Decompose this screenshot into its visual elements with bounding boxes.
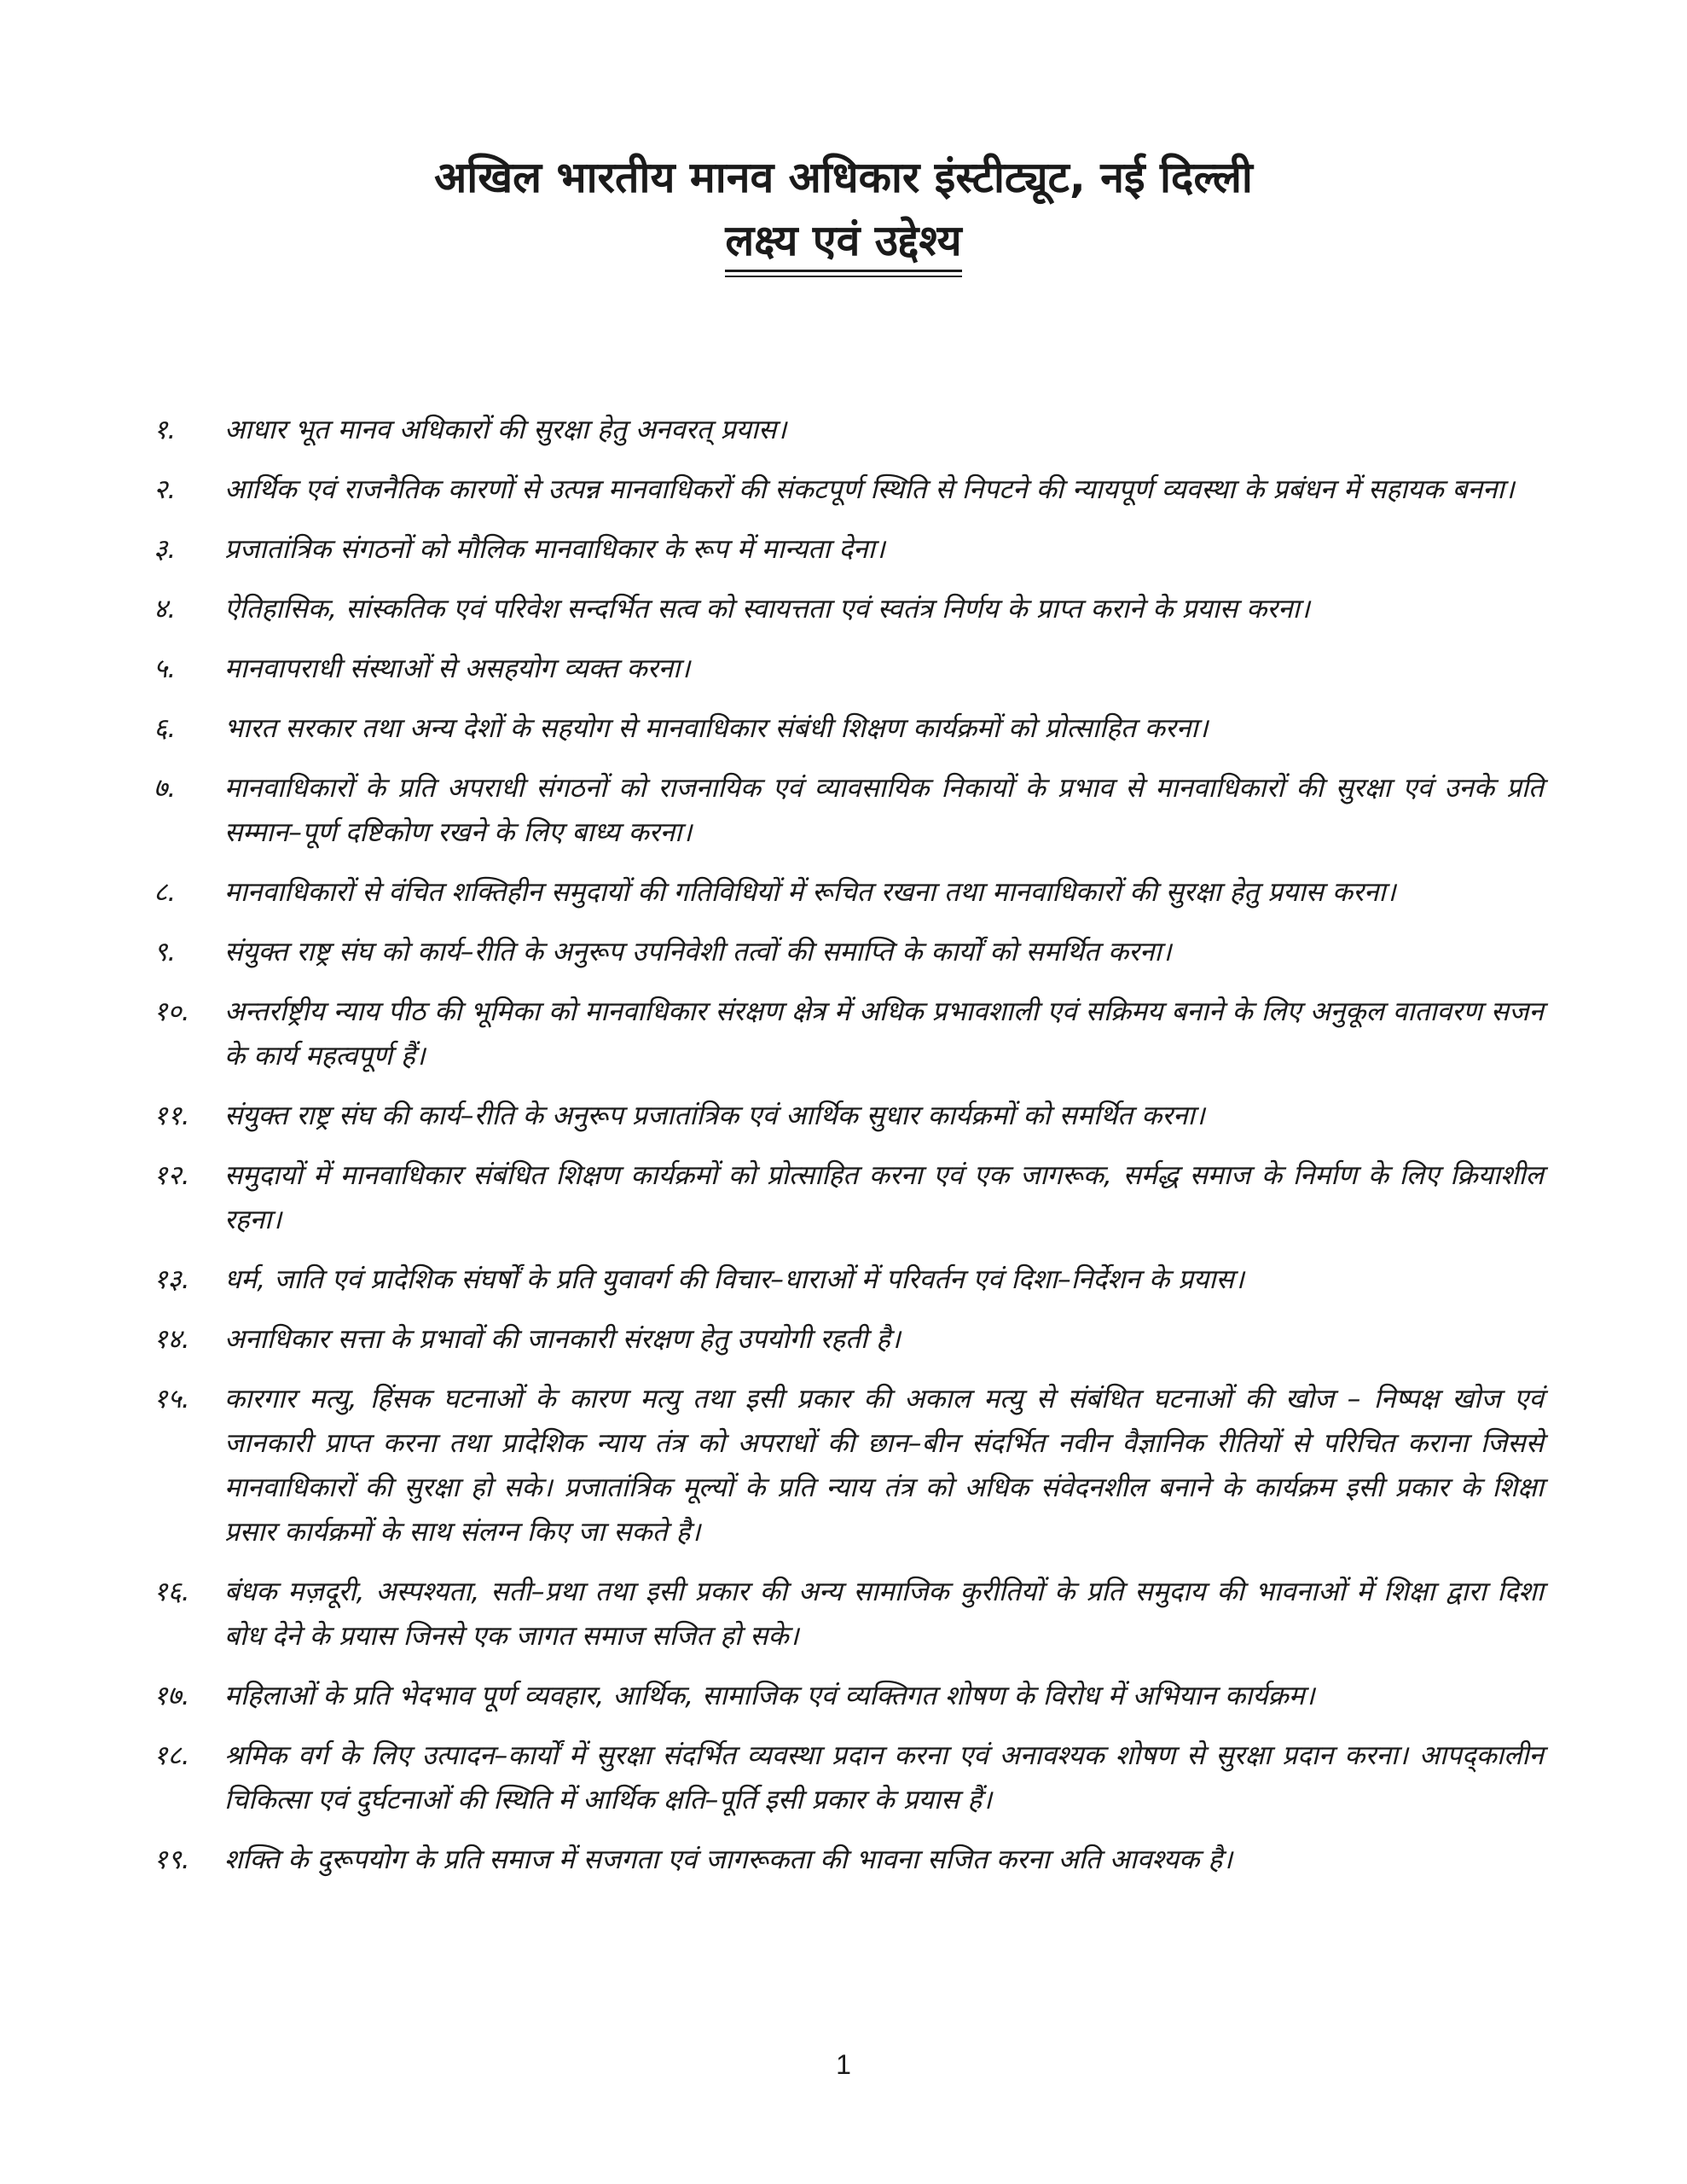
item-text: आर्थिक एवं राजनैतिक कारणों से उत्पन्न मानवाधिकरों की संकटपूर्ण स्थिति से निपटने की न्यायपूर्ण व्यवस्था के प्रबंधन में सहायक बनना। <box>224 474 1515 505</box>
objectives-list <box>154 408 1544 1897</box>
item-number: १९. <box>154 1844 190 1875</box>
item-number: १८. <box>154 1740 190 1771</box>
item-number: ४. <box>154 594 177 624</box>
list-item <box>154 1734 1544 1822</box>
item-text: धर्म, जाति एवं प्रादेशिक संघर्षों के प्रति युवावर्ग की विचार–धाराओं में परिवर्तन एवं दिशा–निर्देशन के प्रयास। <box>224 1264 1244 1295</box>
item-number: १३. <box>154 1264 190 1295</box>
item-text: आधार भूत मानव अधिकारों की सुरक्षा हेतु अनवरत् प्रयास। <box>224 415 787 445</box>
item-text: संयुक्त राष्ट्र संघ की कार्य–रीति के अनुरूप प्रजातांत्रिक एवं आर्थिक सुधार कार्यक्रमों को समर्थित करना। <box>224 1101 1205 1131</box>
item-number: ५. <box>154 653 177 684</box>
item-number: ९. <box>154 937 177 967</box>
item-number: ११. <box>154 1101 190 1131</box>
item-number: १६. <box>154 1577 190 1607</box>
document-subtitle: लक्ष्य एवं उद्देश्य <box>725 215 961 272</box>
list-item <box>154 766 1544 855</box>
item-number: १. <box>154 415 177 445</box>
item-number: १०. <box>154 996 190 1027</box>
list-item <box>154 1094 1544 1138</box>
item-text: प्रजातांत्रिक संगठनों को मौलिक मानवाधिकार के रूप में मान्यता देना। <box>224 534 885 565</box>
list-item <box>154 647 1544 691</box>
item-text: श्रमिक वर्ग के लिए उत्पादन–कार्यों में सुरक्षा संदर्भित व्यवस्था प्रदान करना एवं अनावश्यक शोषण से सुरक्षा प्रदान करना। आपद्कालीन चिकित्सा एवं दुर्घटनाओं की स्थिति में आर्थिक क्षति–पूर्ति इसी प्रकार के प्रयास हैं। <box>224 1740 1544 1815</box>
list-item <box>154 587 1544 631</box>
list-item <box>154 870 1544 915</box>
list-item <box>154 1570 1544 1658</box>
item-number: २. <box>154 474 177 505</box>
list-item <box>154 930 1544 974</box>
list-item <box>154 1153 1544 1242</box>
item-text: अन्तर्राष्ट्रीय न्याय पीठ की भूमिका को मानवाधिकार संरक्षण क्षेत्र में अधिक प्रभावशाली एवं सक्रिमय बनाने के लिए अनुकूल वातावरण सजन के कार्य महत्वपूर्ण हैं। <box>224 996 1544 1072</box>
item-text: संयुक्त राष्ट्र संघ को कार्य–रीति के अनुरूप उपनिवेशी तत्वों की समाप्ति के कार्यों को समर्थित करना। <box>224 937 1172 967</box>
list-item <box>154 1258 1544 1302</box>
item-text: समुदायों में मानवाधिकार संबंधित शिक्षण कार्यक्रमों को प्रोत्साहित करना एवं एक जागरूक, सर्मद्ध समाज के निर्माण के लिए क्रियाशील रहना। <box>224 1160 1544 1235</box>
item-text: बंधक मज़दूरी, अस्पश्यता, सती–प्रथा तथा इसी प्रकार की अन्य सामाजिक कुरीतियों के प्रति समुदाय की भावनाओं में शिक्षा द्वारा दिशा बोध देने के प्रयास जिनसे एक जागत समाज सजित हो सके। <box>224 1577 1544 1652</box>
item-text: महिलाओं के प्रति भेदभाव पूर्ण व्यवहार, आर्थिक, सामाजिक एवं व्यक्तिगत शोषण के विरोध में अभियान कार्यक्रम। <box>224 1681 1315 1711</box>
item-number: १२. <box>154 1160 190 1191</box>
item-text: भारत सरकार तथा अन्य देशों के सहयोग से मानवाधिकार संबंधी शिक्षण कार्यक्रमों को प्रोत्साहित करना। <box>224 713 1209 744</box>
list-item <box>154 1838 1544 1882</box>
item-text: मानवाधिकारों से वंचित शक्तिहीन समुदायों की गतिविधियों में रूचित रखना तथा मानवाधिकारों की सुरक्षा हेतु प्रयास करना। <box>224 877 1396 908</box>
item-text: ऐतिहासिक, सांस्कतिक एवं परिवेश सन्दर्भित सत्व को स्वायत्तता एवं स्वतंत्र निर्णय के प्राप्त कराने के प्रयास करना। <box>224 594 1310 624</box>
item-number: ३. <box>154 534 177 565</box>
list-item <box>154 706 1544 751</box>
list-item <box>154 1674 1544 1718</box>
item-text: अनाधिकार सत्ता के प्रभावों की जानकारी संरक्षण हेतु उपयोगी रहती है। <box>224 1324 901 1355</box>
document-title: अखिल भारतीय मानव अधिकार इंस्टीट्यूट, नई दिल्ली <box>434 153 1253 202</box>
item-number: १७. <box>154 1681 190 1711</box>
item-text: कारगार मत्यु, हिंसक घटनाओं के कारण मत्यु तथा इसी प्रकार की अकाल मत्यु से संबंधित घटनाओं की खोज – निष्पक्ष खोज एवं जानकारी प्राप्त करना तथा प्रादेशिक न्याय तंत्र को अपराधों की छान–बीन संदर्भित नवीन वैज्ञानिक रीतियों से परिचित कराना जिससे मानवाधिकारों की सुरक्षा हो सके। प्रजातांत्रिक मूल्यों के प्रति न्याय तंत्र को अधिक संवेदनशील बनाने के कार्यक्रम इसी प्रकार के शिक्षा प्रसार कार्यक्रमों के साथ संलग्न किए जा सकते है। <box>224 1384 1544 1548</box>
item-number: १५. <box>154 1384 190 1414</box>
item-text: मानवापराधी संस्थाओं से असहयोग व्यक्त करना। <box>224 653 691 684</box>
list-item <box>154 527 1544 572</box>
item-number: ६. <box>154 713 177 744</box>
document-subtitle-wrap <box>0 215 1687 272</box>
item-text: शक्ति के दुरूपयोग के प्रति समाज में सजगता एवं जागरूकता की भावना सजित करना अति आवश्यक है। <box>224 1844 1233 1875</box>
item-text: मानवाधिकारों के प्रति अपराधी संगठनों को राजनायिक एवं व्यावसायिक निकायों के प्रभाव से मानवाधिकारों की सुरक्षा एवं उनके प्रति सम्मान–पूर्ण दष्टिकोण रखने के लिए बाध्य करना। <box>224 773 1544 848</box>
list-item <box>154 990 1544 1078</box>
list-item <box>154 1317 1544 1362</box>
item-number: १४. <box>154 1324 190 1355</box>
list-item <box>154 1377 1544 1554</box>
page-number: 1 <box>836 2049 851 2080</box>
item-number: ७. <box>154 773 177 804</box>
list-item <box>154 408 1544 452</box>
list-item <box>154 468 1544 512</box>
item-number: ८. <box>154 877 177 908</box>
